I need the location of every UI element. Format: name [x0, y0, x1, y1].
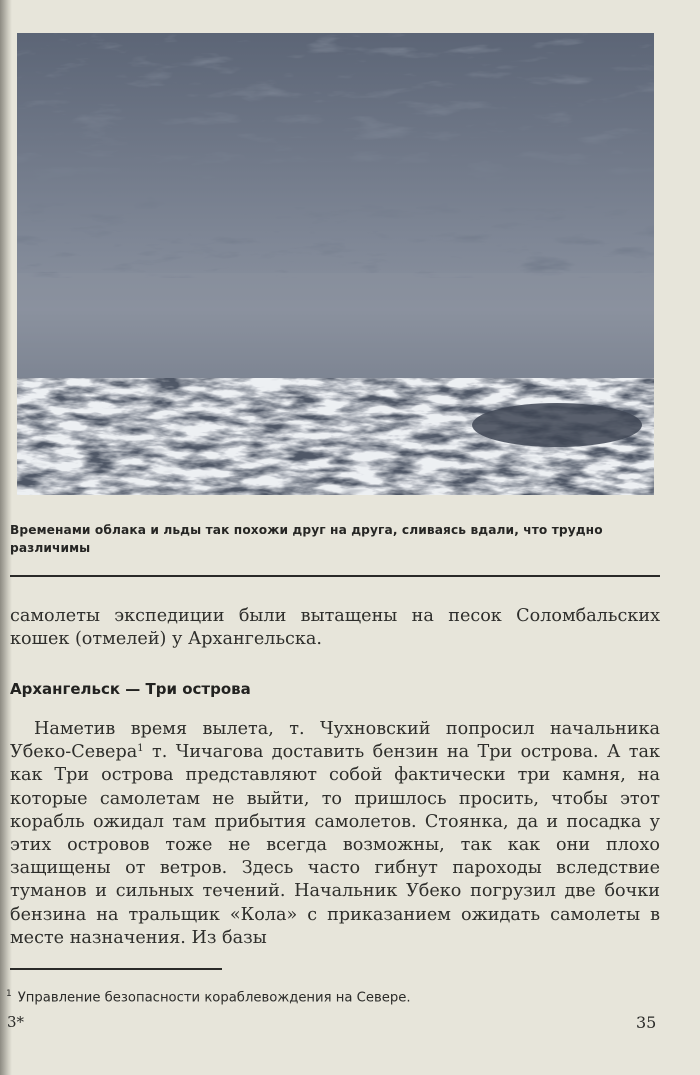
body-paragraph: [10, 718, 660, 950]
page-number: 35: [636, 1013, 657, 1032]
caption-divider: [10, 575, 660, 577]
section-heading: Архангельск — Три острова: [10, 680, 251, 698]
paragraph-part-1: Наметив время вылета, т. Чухновский попросил начальника Убеко-Севера: [10, 719, 660, 763]
footnote-marker: 1: [6, 989, 12, 999]
footnote-text: Управление безопасности кораблевождения на Севере.: [17, 990, 411, 1006]
paragraph-part-2: т. Чичагова доставить бензин на Три острова. А так как Три острова представляют собой фактически три камня, на которые самолетам не выйти, то пришлось просить, чтобы этот корабль ожидал там прибытия самолетов. Стоянка, да и посадка у этих островов тоже не всегда возможны, так как они плохо защищены от ветров. Здесь часто гибнут пароходы вследствие туманов и сильных течений. Начальник Убеко погрузил две бочки бензина на тральщик «Кола» с приказанием ожидать самолеты в месте назначения. Из базы: [10, 742, 660, 948]
footnote: [6, 985, 646, 1007]
footnote-divider: [10, 968, 222, 970]
signature-mark: 3*: [7, 1013, 25, 1031]
figure-caption: Временами облака и льды так похожи друг на друга, сливаясь вдали, что трудно различимы: [10, 523, 603, 555]
footnote-reference: 1: [137, 743, 144, 755]
photo-clouds-and-ice: [17, 33, 654, 495]
body-text-continued: самолеты экспедиции были вытащены на песок Соломбальских кошек (отмелей) у Архангельска.: [10, 606, 660, 650]
